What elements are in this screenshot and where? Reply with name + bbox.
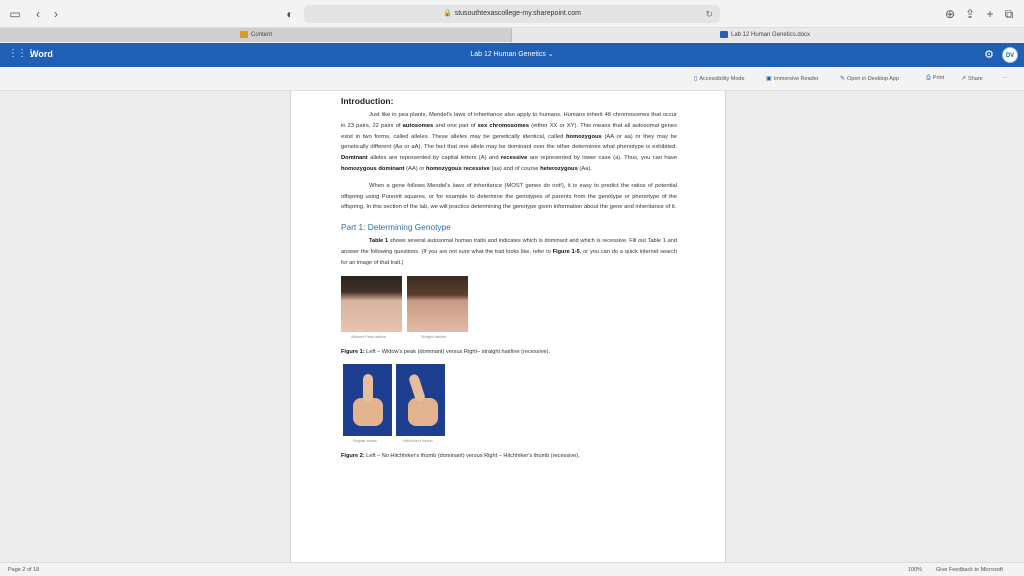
bold-term: homozygous <box>566 133 602 140</box>
accessibility-label: Accessibility Mode <box>699 76 745 82</box>
text-run: (AA) or <box>404 165 427 172</box>
widows-peak-photo <box>341 276 402 332</box>
tab-bar <box>0 28 1024 42</box>
more-options-button[interactable]: ··· <box>1002 75 1008 81</box>
image-label: Widow's Peak hairline <box>351 334 387 339</box>
intro-paragraph-2: When a gene follows Mendel's laws of inheritance (MOST genes do not!), it is easy to predict the ratios of potential offspring using Punnett squares, or for example to determine the genotypes of parents from the genotype or phenotype of the offspring. In this section of the lab, we will practice determining the genotype given information about the gene and inheritance of it. <box>341 182 677 211</box>
bold-term: Table 1 <box>369 238 389 245</box>
reload-icon[interactable]: ↻ <box>705 9 713 19</box>
image-label: Regular thumb <box>353 438 377 443</box>
text-run: (Aa). <box>577 165 592 172</box>
gear-icon[interactable]: ⚙ <box>984 49 994 61</box>
immersive-reader-icon: ▣ <box>766 76 772 82</box>
share-icon[interactable]: ⇪ <box>964 7 976 21</box>
back-icon[interactable]: ‹ <box>36 7 40 21</box>
new-tab-icon[interactable]: + <box>986 7 994 21</box>
regular-thumb-photo <box>343 364 392 436</box>
text-run: (aa) and of course <box>489 165 541 172</box>
caption-label: Figure 2: <box>341 452 365 459</box>
page-count: Page 2 of 18 <box>8 567 40 573</box>
sidebar-toggle-icon[interactable]: ▭ <box>9 7 21 21</box>
bold-term: homozygous recessive <box>426 165 490 172</box>
document-title-text: Lab 12 Human Genetics <box>470 51 546 58</box>
bold-term: Figure 1-5 <box>552 248 580 255</box>
document-page[interactable] <box>290 91 726 562</box>
image-label: Straight hairline <box>421 334 446 339</box>
immersive-label: Immersive Reader <box>773 76 819 82</box>
bold-term: homozygous dominant <box>341 165 405 172</box>
image-label: Hitchhiker's thumb <box>403 438 433 443</box>
share-arrow-icon: ↗ <box>961 76 967 82</box>
intro-paragraph-1 <box>341 110 677 175</box>
url-text: stusouthtexascollege-my.sharepoint.com <box>454 10 582 17</box>
intro-heading: Introduction: <box>341 96 394 106</box>
share-label: Share <box>968 76 983 82</box>
fist-shape <box>408 398 438 426</box>
browser-toolbar <box>0 0 1024 28</box>
part1-heading: Part 1: Determining Genotype <box>341 222 451 233</box>
privacy-shield-icon[interactable]: ◐ <box>286 7 294 21</box>
bold-term: heterozygous <box>540 165 578 172</box>
page-content <box>341 96 677 459</box>
app-launcher-icon[interactable]: ⋮⋮⋮ <box>8 48 35 59</box>
figure-2-images <box>341 364 677 436</box>
word-tab-icon <box>720 31 728 38</box>
accessibility-icon: ▯ <box>694 76 698 82</box>
bold-term: sex chromosomes <box>477 122 530 129</box>
print-button[interactable] <box>926 75 944 82</box>
text-run: alleles are represented by capital letters (A) and <box>367 155 501 162</box>
figure-2-image-labels <box>341 436 677 446</box>
chevron-down-icon: ⌄ <box>547 51 554 58</box>
caption-label: Figure 1: <box>341 348 365 355</box>
figure-2-caption <box>341 453 677 459</box>
pencil-icon: ✎ <box>840 76 846 82</box>
tab-document[interactable] <box>512 28 1024 42</box>
forward-icon[interactable]: › <box>54 7 58 21</box>
address-bar[interactable] <box>304 5 720 23</box>
document-canvas[interactable] <box>0 91 1024 562</box>
zoom-level[interactable]: 100% <box>908 567 923 573</box>
download-icon[interactable]: ⊕ <box>944 7 956 21</box>
fist-shape <box>353 398 383 426</box>
text-run: Just like in pea plants, Mendel's laws of inheritance also apply to humans. Humans inherit 46 chromosomes that occur in 23 pairs, 22 pairs of <box>341 112 677 129</box>
bold-term: Dominant <box>341 155 368 162</box>
text-run: , or you can do a quick internet search for an image of that trait.) <box>341 248 678 266</box>
document-title[interactable] <box>0 50 1024 58</box>
straight-hairline-photo <box>407 276 468 332</box>
feedback-link[interactable]: Give Feedback to Microsoft <box>936 567 1003 573</box>
figure-1-images <box>341 276 677 332</box>
text-run: and one pair of <box>433 122 478 129</box>
text-run: (AA or aa) or they may be genetically different (Aa or aA). The fact that one allele may be dominant over the other determines what phenotype is exhibited. <box>341 133 677 151</box>
text-run: are represented by lower case (a). Thus, you can have <box>527 155 677 162</box>
lock-icon: 🔒 <box>442 10 452 17</box>
tab-overview-icon[interactable]: ⧉ <box>1004 7 1014 21</box>
content-tab-icon <box>240 31 248 38</box>
share-button[interactable] <box>961 75 983 82</box>
open-desktop-label: Open in Desktop App <box>847 76 900 82</box>
tab-label: Lab 12 Human Genetics.docx <box>731 32 811 38</box>
caption-text: Left – No Hitchhiker's thumb (dominant) versus Right – Hitchhiker's thumb (recessive). <box>364 452 580 459</box>
part1-paragraph <box>341 236 677 268</box>
print-icon: ⎙ <box>926 75 931 81</box>
ribbon <box>0 67 1024 91</box>
hitchhikers-thumb-photo <box>396 364 445 436</box>
open-desktop-button[interactable] <box>840 75 899 82</box>
tab-content[interactable] <box>0 28 512 42</box>
print-label: Print <box>932 75 945 81</box>
text-run: shows several autosomal human traits and indicates which is dominant and which is recessive. Fill out Table 1 and answer the following questions. (If you are not sure what the trait looks like, refer to <box>341 238 678 255</box>
avatar[interactable]: DV <box>1002 47 1018 63</box>
thumb-shape <box>363 374 373 402</box>
text-run: (either XX or XY). This means that all autosomal genes exist in two forms, called alleles. These alleles may be genetically identical, called <box>341 122 677 140</box>
word-header <box>0 43 1024 67</box>
app-name[interactable]: Word <box>30 49 53 59</box>
bold-term: recessive <box>500 155 528 162</box>
caption-text: Left – Widow's peak (dominant) versus Right– straight hairline (recessive). <box>364 348 551 355</box>
bold-term: autosomes <box>402 122 434 129</box>
immersive-reader-button[interactable] <box>766 75 819 82</box>
figure-1-image-labels <box>341 332 677 342</box>
tab-label: Content <box>251 32 273 38</box>
accessibility-mode-button[interactable] <box>694 75 745 82</box>
figure-1-caption <box>341 349 677 355</box>
status-bar <box>0 562 1024 576</box>
thumb-shape <box>408 373 426 403</box>
